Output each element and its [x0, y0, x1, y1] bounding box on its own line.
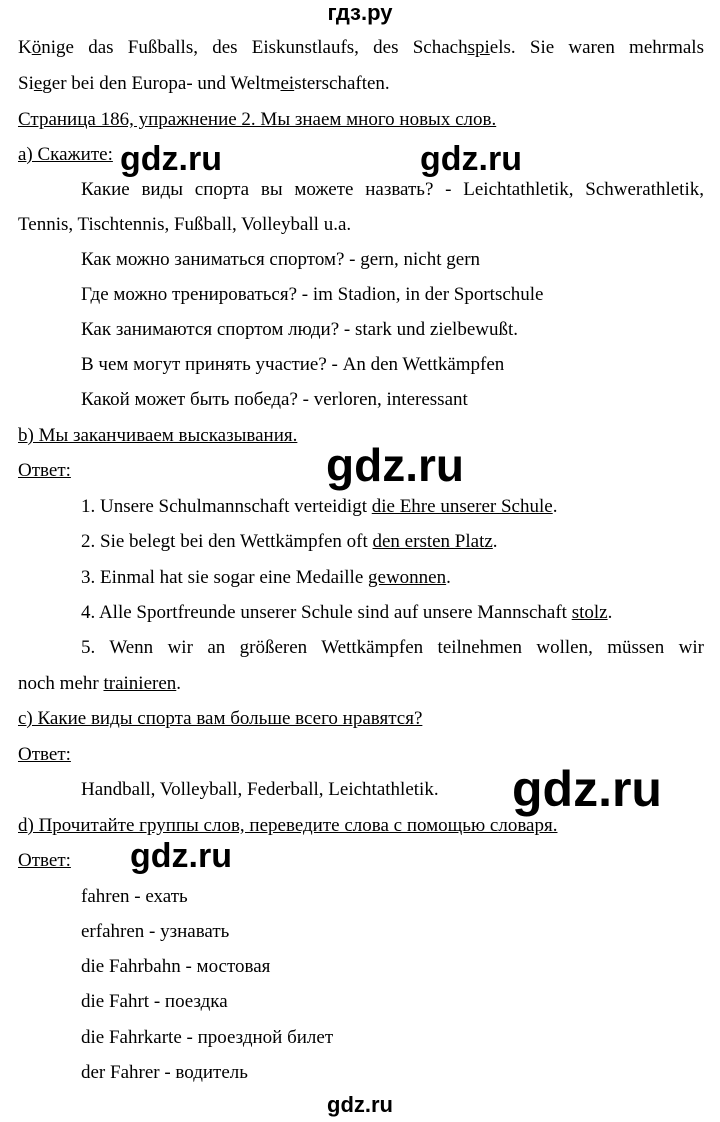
page-header: гдз.ру — [327, 0, 393, 25]
part-a-question-1-cont: Tennis, Tischtennis, Fußball, Volleyball u.a. — [18, 214, 352, 235]
word-pair: erfahren - узнавать — [81, 921, 230, 942]
page-footer: gdz.ru — [327, 1092, 393, 1117]
part-a-question-3: Где можно тренироваться? - im Stadion, in der Sportschule — [81, 284, 544, 305]
part-b-sentence-4: 4. Alle Sportfreunde unserer Schule sind auf unsere Mannschaft stolz. — [81, 602, 613, 623]
part-b-sentence-1: 1. Unsere Schulmannschaft verteidigt die Ehre unserer Schule. — [81, 496, 558, 517]
watermark: gdz.ru — [130, 837, 232, 875]
intro-line-2: Sieger bei den Europa- und Weltmeisterschaften. — [18, 73, 390, 94]
word-pair: die Fahrkarte - проездной билет — [81, 1027, 334, 1048]
part-d-answer-label: Ответ: — [18, 850, 71, 871]
part-d-heading: d) Прочитайте группы слов, переведите слова с помощью словаря. — [18, 815, 558, 836]
part-b-sentence-2: 2. Sie belegt bei den Wettkämpfen oft den ersten Platz. — [81, 531, 498, 552]
part-b-heading: b) Мы заканчиваем высказывания. — [18, 425, 298, 446]
word-pair: die Fahrbahn - мостовая — [81, 956, 271, 977]
part-c-answer: Handball, Volleyball, Federball, Leichtathletik. — [81, 779, 439, 800]
watermark: gdz.ru — [420, 140, 522, 178]
watermark: gdz.ru — [120, 140, 222, 178]
part-a-question-5: В чем могут принять участие? - An den Wettkämpfen — [81, 354, 505, 375]
part-a-question-6: Какой может быть победа? - verloren, interessant — [81, 389, 468, 410]
task-heading: Страница 186, упражнение 2. Мы знаем много новых слов. — [18, 109, 497, 130]
part-a-question-2: Как можно заниматься спортом? - gern, nicht gern — [81, 249, 481, 270]
word-pair: der Fahrer - водитель — [81, 1062, 248, 1083]
part-a-question-4: Как занимаются спортом люди? - stark und zielbewußt. — [81, 319, 518, 340]
intro-line-1: Könige das Fußballs, des Eiskunstlaufs, des Schachspiels. Sie waren mehrmals — [18, 37, 704, 58]
part-b-answer-label: Ответ: — [18, 460, 71, 481]
part-a-question-1: Какие виды спорта вы можете назвать? - Leichtathletik, Schwerathletik, — [81, 179, 704, 200]
word-pair: fahren - ехать — [81, 886, 188, 907]
word-pair: die Fahrt - поездка — [81, 991, 228, 1012]
part-c-answer-label: Ответ: — [18, 744, 71, 765]
part-b-sentence-5: 5. Wenn wir an größeren Wettkämpfen teilnehmen wollen, müssen wir — [81, 637, 704, 658]
watermark: gdz.ru — [326, 439, 464, 491]
part-b-sentence-5-cont: noch mehr trainieren. — [18, 673, 182, 694]
part-a-heading: а) Скажите: — [18, 144, 113, 165]
watermark: gdz.ru — [512, 761, 662, 817]
part-b-sentence-3: 3. Einmal hat sie sogar eine Medaille gewonnen. — [81, 567, 451, 588]
part-c-heading: с) Какие виды спорта вам больше всего нравятся? — [18, 708, 423, 729]
